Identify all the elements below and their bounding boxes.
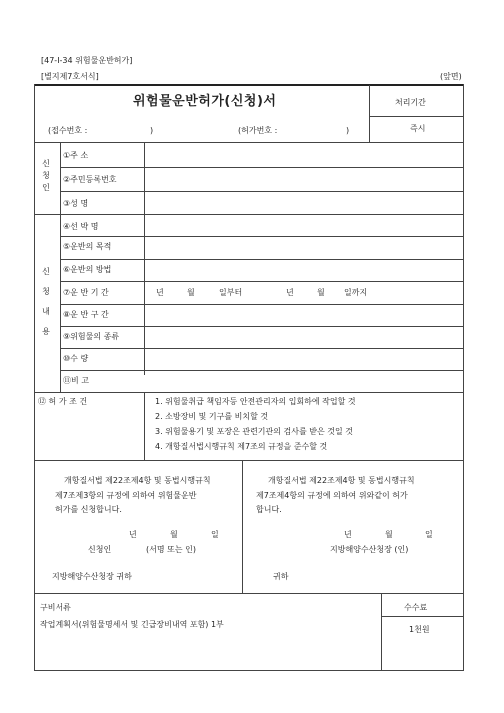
receipt-number-label: (접수번호 :	[48, 126, 88, 135]
condition-item-2: 2. 소방장비 및 기구를 비치할 것	[155, 412, 269, 421]
permit-number-label: (허가번호 :	[238, 126, 278, 135]
form-title: 위험물운반허가(신청)서	[133, 94, 277, 109]
processing-label: 처리기간	[395, 98, 426, 107]
period-year-2: 년	[286, 288, 294, 297]
name-label: ③성 명	[63, 199, 89, 208]
header-bottom-line	[34, 142, 464, 143]
frame-bottom	[34, 670, 464, 671]
frame-right	[463, 84, 464, 671]
period-year: 년	[156, 288, 164, 297]
permission-month: 월	[385, 530, 393, 539]
row-line	[60, 348, 464, 349]
permission-text-3: 합니다.	[256, 505, 282, 514]
application-month: 월	[170, 530, 178, 539]
period-month-2: 월	[317, 288, 325, 297]
permission-issuer: 지방해양수산청장 (인)	[330, 545, 409, 554]
processing-divider	[369, 85, 370, 142]
resident-number-label: ②주민등록번호	[63, 175, 117, 184]
row-line	[60, 259, 464, 260]
application-addressee: 지방해양수산청장 귀하	[52, 572, 132, 581]
frame-left	[34, 84, 35, 671]
page-side-label: (앞면)	[440, 72, 462, 81]
row-line	[60, 281, 464, 282]
documents-text: 작업계획서(위험물명세서 및 긴급장비내역 포함) 1부	[40, 620, 224, 629]
fee-label: 수수료	[404, 603, 428, 612]
quantity-label: ⑩수 량	[63, 354, 89, 363]
application-year: 년	[129, 530, 137, 539]
period-month: 월	[187, 288, 195, 297]
applicant-section-label: 신 청 인	[42, 159, 50, 192]
permission-addressee: 귀하	[273, 572, 289, 581]
purpose-label: ⑤운반의 목적	[63, 242, 112, 251]
document-code: [47-Ⅰ-34 위험물운반허가]	[41, 56, 133, 65]
permission-text-1: 개항질서법 제22조제4항 및 동법시행규칙	[268, 476, 415, 485]
applicant-sign-note: (서명 또는 인)	[146, 545, 196, 554]
content-section-label: 신 청 내 용	[42, 267, 50, 336]
form-number: [별지제7호서식]	[41, 72, 99, 81]
section-line	[34, 392, 464, 393]
row-line	[60, 167, 464, 168]
condition-item-3: 3. 위험물용기 및 포장은 관련기관의 검사를 받은 것일 것	[155, 427, 353, 436]
frame-top	[34, 84, 464, 86]
period-label: ⑦운 반 기 간	[63, 288, 109, 297]
method-label: ⑥운반의 방법	[63, 265, 112, 274]
section-line	[34, 214, 464, 215]
row-line	[60, 370, 464, 371]
permit-number-close: )	[346, 126, 350, 135]
period-from: 일부터	[219, 288, 243, 297]
permission-text-2: 제7조제4항의 규정에 의하여 위와같이 허가	[256, 491, 408, 500]
field-divider	[144, 392, 145, 460]
condition-item-4: 4. 개항질서법시행규칙 제7조의 규정을 준수할 것	[155, 442, 328, 451]
documents-label: 구비서류	[40, 603, 71, 612]
route-label: ⑧운 반 구 간	[63, 310, 109, 319]
application-day: 일	[211, 530, 219, 539]
application-text-2: 제7조제3항의 규정에 의하여 위험물운반	[55, 491, 197, 500]
application-text-3: 허가를 신청합니다.	[55, 505, 122, 514]
receipt-number-close: )	[150, 126, 154, 135]
row-line	[60, 326, 464, 327]
split-divider	[242, 460, 243, 593]
period-to: 일까지	[344, 288, 368, 297]
applicant-signature-label: 신청인	[88, 545, 112, 554]
section-line	[34, 460, 464, 461]
row-line	[60, 304, 464, 305]
row-line	[60, 191, 464, 192]
fee-split	[381, 616, 464, 617]
ship-name-label: ④선 박 명	[63, 222, 99, 231]
row-line	[60, 236, 464, 237]
section-divider	[60, 142, 61, 392]
application-text-1: 개항질서법 제22조제4항 및 동법시행규칙	[64, 476, 211, 485]
address-label: ①주 소	[63, 151, 89, 160]
fee-divider	[381, 593, 382, 671]
permission-year: 년	[344, 530, 352, 539]
permission-day: 일	[425, 530, 433, 539]
section-line	[34, 593, 464, 594]
fee-value: 1천원	[409, 625, 430, 634]
remarks-label: ⑪비 고	[63, 376, 89, 385]
hazard-type-label: ⑨위험물의 종류	[63, 332, 120, 341]
processing-split	[369, 116, 464, 117]
condition-item-1: 1. 위험물취급 책임자등 안전관리자의 입회하에 작업할 것	[155, 397, 356, 406]
processing-value: 즉시	[410, 124, 426, 133]
conditions-label: ⑫ 허 가 조 건	[38, 397, 88, 406]
